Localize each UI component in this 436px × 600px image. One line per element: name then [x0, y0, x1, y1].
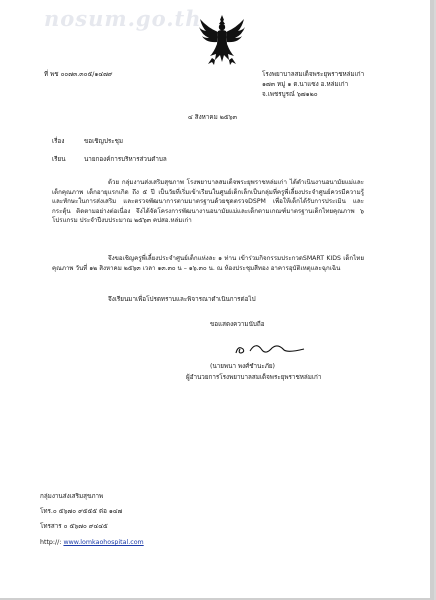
- footer-fax: โทรสาร ๐ ๕๖๗๐ ๙๔๔๕: [40, 523, 108, 530]
- footer-department: กลุ่มงานส่งเสริมสุขภาพ: [40, 493, 104, 500]
- footer-website: [40, 538, 144, 547]
- signer-title: ผู้อำนวยการโรงพยาบาลสมเด็จพระยุพราชหล่มเก่า: [186, 374, 322, 381]
- garuda-emblem-icon: [198, 14, 246, 66]
- recipient-text: นายกองค์การบริหารส่วนตำบล: [84, 156, 167, 163]
- subject-text: ขอเชิญประชุม: [84, 138, 124, 145]
- watermark: nosum.go.th: [44, 6, 202, 31]
- signer-name: (นายพนา พงศ์ชำนะภัย): [210, 363, 275, 370]
- body-paragraph-1: ด้วย กลุ่มงานส่งเสริมสุขภาพ โรงพยาบาลสมเด็จพระยุพราชหล่มเก่า ได้ดำเนินงานอนามัยแม่และเด็กคุณภาพ เด็กอายุแรกเกิด ถึง ๕ ปี เป็นวัยที่เริ่มเข้าเรียนในศูนย์เด็กเล็กเป็นกลุ่มที่ครูพี่เลี้ยงประจำศูนย์ควรมีความรู้และทักษะในการส่งเสริม และตรวจพัฒนาการตามมาตรฐานด้วยชุดตรวจDSPM เพื่อให้เด็กได้รับการประเมิน และกระตุ้น ติดตามอย่างต่อเนื่อง จึงได้จัดโครงการพัฒนางานอนามัยแม่และเด็กตามเกณฑ์มาตรฐานเด็กไทยคุณภาพ ๖ โปรแกรม ประจำปีงบประมาณ ๒๕๖๓ คปสอ.หล่มเก่า: [52, 179, 364, 225]
- website-link[interactable]: www.lomkaohospital.com: [63, 539, 144, 546]
- footer-telephone: โทร.๐ ๕๖๗๐ ๙๕๕๕ ต่อ ๑๔๗: [40, 508, 123, 515]
- document-date: ๔ สิงหาคม ๒๕๖๓: [188, 114, 237, 121]
- recipient-label: เรียน: [52, 156, 66, 163]
- document-number: ที่ พช ๐๐๗๓.๓๐๕/๑๔๗๙: [44, 71, 113, 78]
- closing-text: ขอแสดงความนับถือ: [210, 321, 265, 328]
- subject-label: เรื่อง: [52, 138, 65, 145]
- sender-address-line2: จ.เพชรบูรณ์ ๖๗๑๒๐: [262, 91, 318, 98]
- signature: [232, 337, 312, 359]
- sender-address-line1: ๑๗๓ หมู่ ๑ ต.นาแซง อ.หล่มเก่า: [262, 81, 349, 88]
- body-paragraph-3: จึงเรียนมาเพื่อโปรดทราบและพิจารณาดำเนินการต่อไป: [108, 296, 256, 303]
- footer-url-prefix: http://:: [40, 539, 62, 546]
- sender-org: โรงพยาบาลสมเด็จพระยุพราชหล่มเก่า: [262, 71, 365, 78]
- body-paragraph-2: จึงขอเชิญครูพี่เลี้ยงประจำศูนย์เด็กแห่งละ ๑ ท่าน เข้าร่วมกิจกรรมประกวดSMART KIDS เด็กไทยคุณภาพ วันที่ ๑๒ สิงหาคม ๒๕๖๓ เวลา ๑๓.๓๐ น – ๑๖.๓๐ น. ณ ห้องประชุมสีทอง อาคารอุบัติเหตุและฉุกเฉิน: [52, 255, 364, 272]
